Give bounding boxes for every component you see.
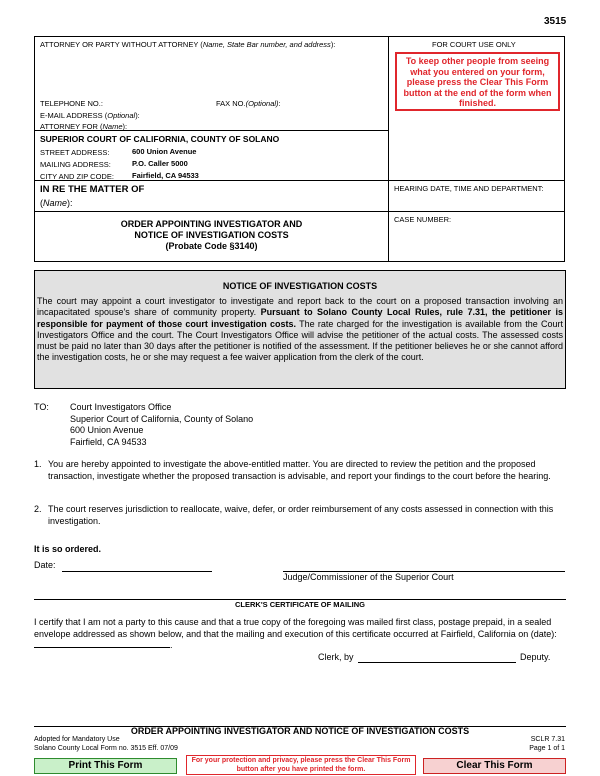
form-number: 3515 xyxy=(544,16,567,27)
notice-body: The court may appoint a court investigator to investigate and report back to the court on a proposed transaction involving an incapacitated spouse's share of community property. Pursuant to Solano County Local Rules, rule 7.31, the petitioner is responsible for payment of those court investigation costs. The rate charged for the investigation is available from the Court Investigators Office and the court. The Court Investigators Office will advise the petitioner of the actual costs. The assessed costs must be paid no later than 30 days after the petitioner is notified of the assessment. If the petitioner believes he or she cannot afford the investigation costs, he or she may request a fee waiver application from the clerk of the court. xyxy=(37,296,563,363)
form-title: ORDER APPOINTING INVESTIGATOR AND NOTICE OF INVESTIGATION COSTS (Probate Code §3140) xyxy=(120,219,303,251)
clerk-text: I certify that I am not a party to this cause and that a true copy of the foregoing was mailed first class, postage prepaid, in a sealed envelope addressed as shown below, and that the mailing and execution of this certificate occurred at Fairfield, California on (date): . xyxy=(34,617,557,650)
to-address: Court Investigators Office Superior Court of California, County of Solano 600 Union Avenue Fairfield, CA 94533 xyxy=(70,402,254,447)
city-label: CITY AND ZIP CODE: xyxy=(40,172,114,181)
street-value: 600 Union Avenue xyxy=(132,147,197,156)
clerk-signature-line[interactable] xyxy=(358,662,516,663)
item-number: 2. xyxy=(34,504,42,514)
attorney-for-label: ATTORNEY FOR (Name): xyxy=(40,122,128,131)
fax-label: FAX NO.(Optional): xyxy=(216,99,281,108)
print-form-button[interactable]: Print This Form xyxy=(34,758,177,774)
date-label: Date: xyxy=(34,560,56,570)
clear-form-button[interactable]: Clear This Form xyxy=(423,758,566,774)
matter-name: (Name): xyxy=(40,198,73,208)
hearing-label: HEARING DATE, TIME AND DEPARTMENT: xyxy=(394,184,544,193)
so-ordered: It is so ordered. xyxy=(34,544,102,554)
case-number-label: CASE NUMBER: xyxy=(394,215,452,224)
clerk-cert-title: CLERK'S CERTIFICATE OF MAILING xyxy=(231,600,369,609)
deputy-label: Deputy. xyxy=(520,652,551,662)
clerk-date-field[interactable] xyxy=(34,647,170,648)
footer-title: ORDER APPOINTING INVESTIGATOR AND NOTICE OF INVESTIGATION COSTS xyxy=(130,726,470,736)
mailing-value: P.O. Caller 5000 xyxy=(132,159,188,168)
court-use-label: FOR COURT USE ONLY xyxy=(432,40,516,49)
clerk-cert-title-wrap xyxy=(34,594,566,612)
to-label: TO: xyxy=(34,402,49,412)
item-text: The court reserves jurisdiction to reallocate, waive, defer, or order reimbursement of any costs assessed in connection with this investigation. xyxy=(48,504,554,526)
email-label: E-MAIL ADDRESS (Optional): xyxy=(40,111,140,120)
privacy-note: For your protection and privacy, please press the Clear This Form button after you have printed the form. xyxy=(186,755,416,775)
court-name: SUPERIOR COURT OF CALIFORNIA, COUNTY OF SOLANO xyxy=(40,134,280,144)
clerk-by-label: Clerk, by xyxy=(318,652,354,662)
matter-label: IN RE THE MATTER OF xyxy=(40,184,145,195)
date-field[interactable] xyxy=(62,571,212,572)
footer-left: Adopted for Mandatory Use Solano County Local Form no. 3515 Eff. 07/09 xyxy=(34,736,178,752)
city-value: Fairfield, CA 94533 xyxy=(132,171,199,180)
item-number: 1. xyxy=(34,459,42,469)
privacy-notice: To keep other people from seeing what you entered on your form, please press the Clear This Form button at the end of the form when finished. xyxy=(395,52,560,111)
judge-label: Judge/Commissioner of the Superior Court xyxy=(283,572,454,582)
item-text: You are hereby appointed to investigate the above-entitled matter. You are directed to review the petition and the proposed transaction, investigate whether the proposed transaction is advisable, and report your findings to the court before the hearing. xyxy=(48,459,551,481)
divider xyxy=(34,211,565,212)
notice-title: NOTICE OF INVESTIGATION COSTS xyxy=(222,281,378,291)
notice-box xyxy=(34,270,566,389)
street-label: STREET ADDRESS: xyxy=(40,148,110,157)
telephone-label: TELEPHONE NO.: xyxy=(40,99,103,108)
attorney-label: ATTORNEY OR PARTY WITHOUT ATTORNEY (Name, State Bar number, and address): xyxy=(40,40,336,49)
footer-right: SCLR 7.31 Page 1 of 1 xyxy=(529,736,565,752)
mailing-label: MAILING ADDRESS: xyxy=(40,160,111,169)
